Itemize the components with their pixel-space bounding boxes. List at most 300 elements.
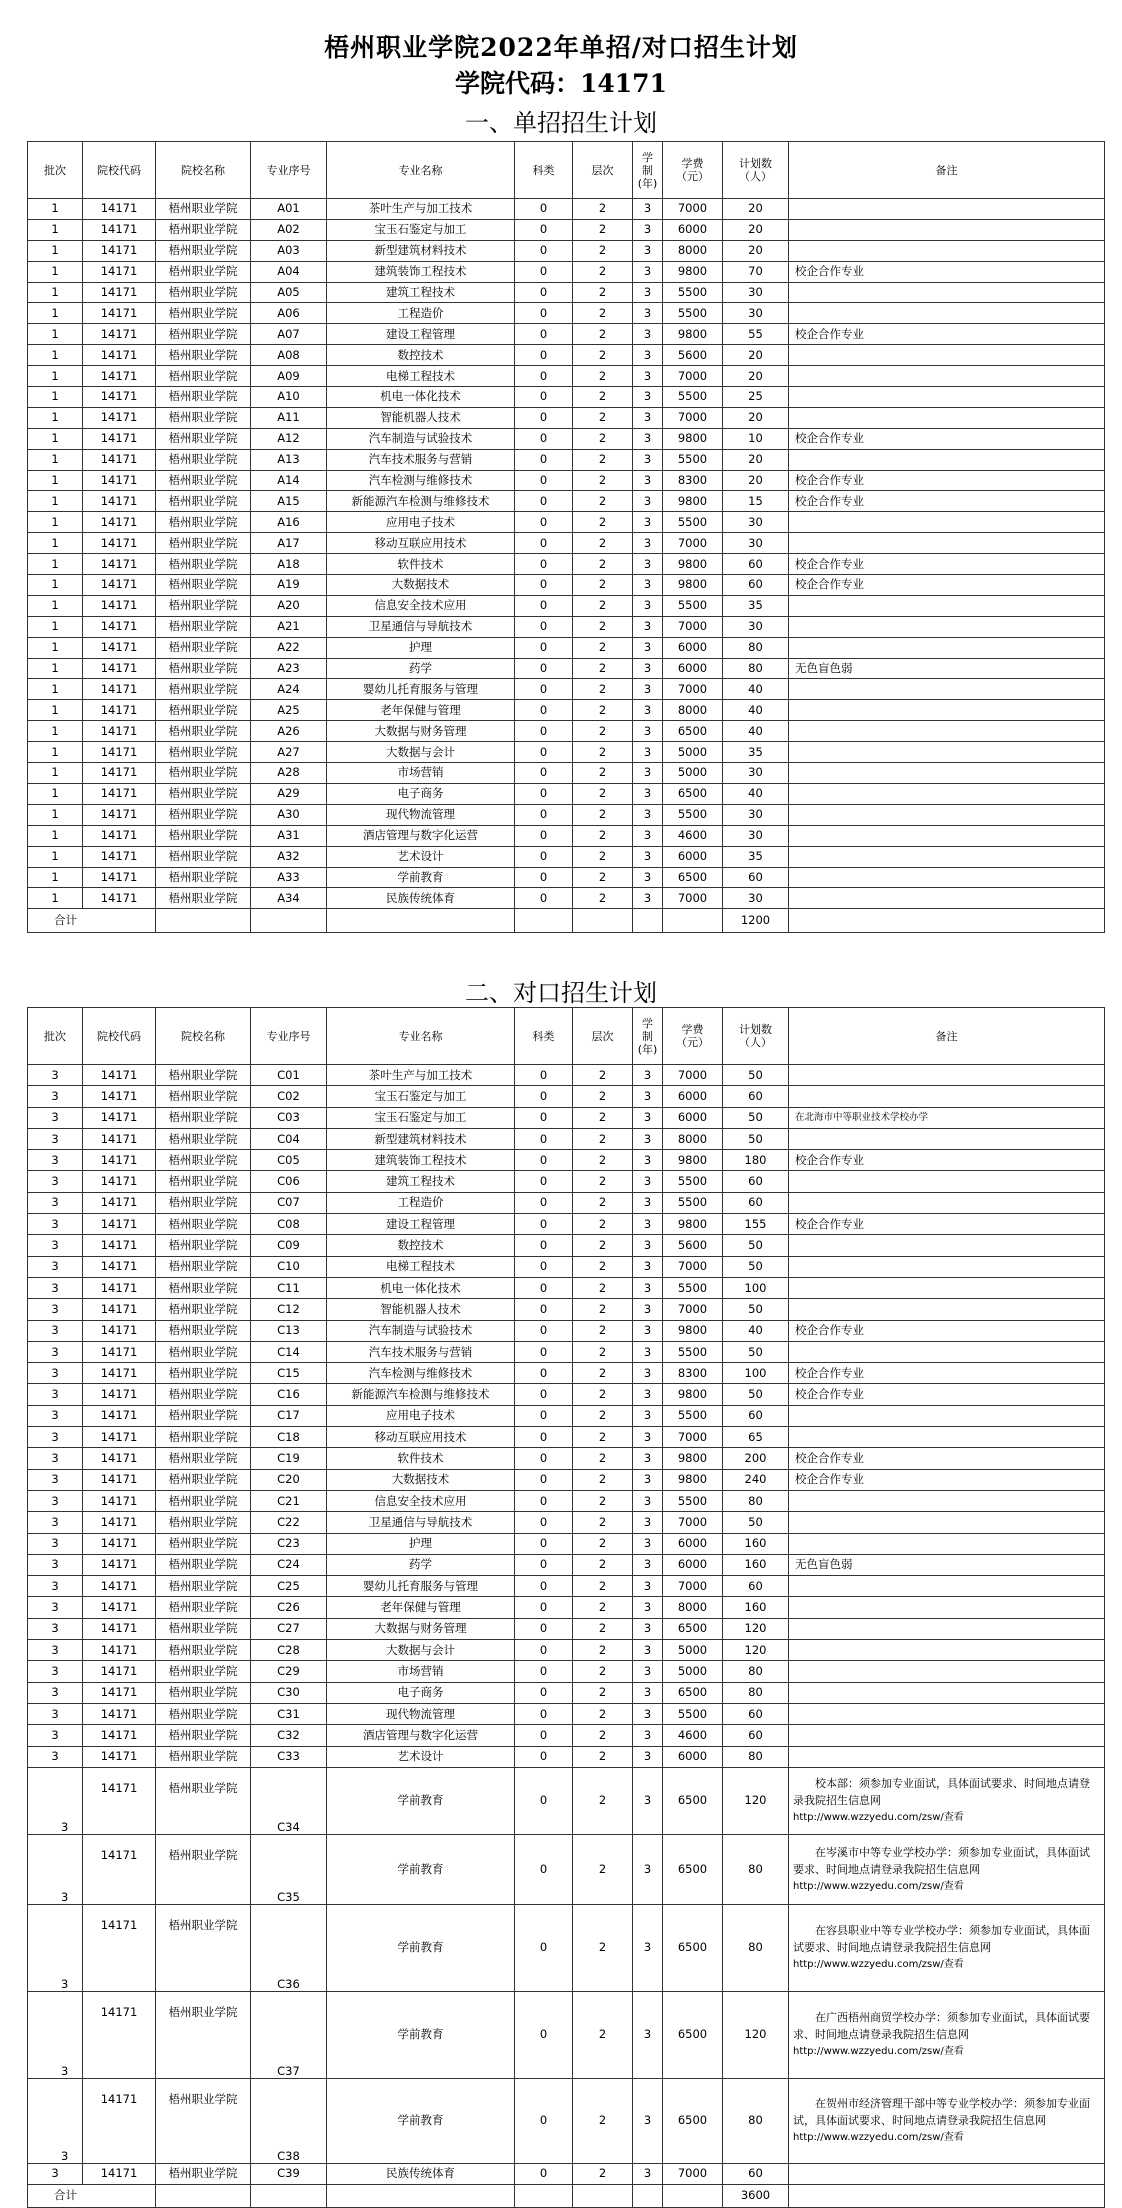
cell-plan-count: 50 — [723, 1128, 789, 1149]
column-header-batch: 批次 — [28, 1008, 83, 1065]
cell-plan-count: 60 — [723, 1725, 789, 1746]
column-header-major-code: 专业序号 — [251, 142, 327, 199]
cell-major-code: A12 — [251, 428, 327, 449]
cell-plan-count: 40 — [723, 700, 789, 721]
cell-school-name: 梧州职业学院 — [156, 1086, 251, 1107]
cell-remark — [789, 2184, 1105, 2207]
column-header-years: 学 制 (年) — [633, 1008, 663, 1065]
cell-years: 3 — [633, 387, 663, 408]
cell-school-code: 14171 — [83, 449, 156, 470]
cell-level: 2 — [573, 1703, 633, 1724]
cell-level: 2 — [573, 1363, 633, 1384]
table-row — [28, 1384, 1105, 1405]
cell-major-code: C31 — [251, 1703, 327, 1724]
cell-batch: 1 — [28, 470, 83, 491]
cell-subject-type: 0 — [515, 554, 573, 575]
cell-major-code: A02 — [251, 219, 327, 240]
column-header-years: 学 制 (年) — [633, 142, 663, 199]
cell-school-name: 梧州职业学院 — [156, 888, 251, 909]
cell-plan-count: 160 — [723, 1533, 789, 1554]
cell-years: 3 — [633, 1746, 663, 1767]
cell-remark — [789, 1767, 1105, 1834]
cell-tuition: 9800 — [663, 1320, 723, 1341]
cell-school-name: 梧州职业学院 — [156, 199, 251, 220]
cell-batch: 3 — [28, 1405, 83, 1426]
cell-school-code: 14171 — [83, 1363, 156, 1384]
cell-major-code: C22 — [251, 1512, 327, 1533]
cell-school-name: 梧州职业学院 — [156, 1767, 251, 1834]
cell-school-name: 梧州职业学院 — [156, 1277, 251, 1298]
cell-major-name — [327, 2184, 515, 2207]
cell-level: 2 — [573, 1405, 633, 1426]
cell-subject-type: 0 — [515, 1490, 573, 1511]
cell-remark — [789, 1065, 1105, 1086]
cell-school-code: 14171 — [83, 1991, 156, 2078]
cell-level: 2 — [573, 533, 633, 554]
cell-subject-type: 0 — [515, 2163, 573, 2184]
cell-plan-count: 20 — [723, 470, 789, 491]
cell-remark — [789, 1640, 1105, 1661]
cell-years: 3 — [633, 1554, 663, 1575]
remark-text: 在广西梧州商贸学校办学：须参加专业面试，具体面试要求、时间地点请登录我院招生信息网 — [793, 2011, 1090, 2042]
cell-tuition: 7000 — [663, 888, 723, 909]
cell-major-code: A34 — [251, 888, 327, 909]
cell-batch: 3 — [28, 1490, 83, 1511]
cell-subject-type: 0 — [515, 1469, 573, 1490]
cell-tuition: 6000 — [663, 1746, 723, 1767]
cell-remark: 校企合作专业 — [789, 1150, 1105, 1171]
cell-school-name: 梧州职业学院 — [156, 1597, 251, 1618]
cell-remark — [789, 199, 1105, 220]
cell-subject-type: 0 — [515, 1661, 573, 1682]
cell-subject-type: 0 — [515, 721, 573, 742]
cell-plan-count: 20 — [723, 449, 789, 470]
cell-subject-type: 0 — [515, 1150, 573, 1171]
cell-level: 2 — [573, 700, 633, 721]
cell-remark: 校企合作专业 — [789, 575, 1105, 596]
cell-remark — [789, 1192, 1105, 1213]
cell-plan-count: 30 — [723, 512, 789, 533]
cell-level: 2 — [573, 491, 633, 512]
cell-major-code: C15 — [251, 1363, 327, 1384]
cell-major-name: 学前教育 — [327, 1904, 515, 1991]
cell-school-code: 14171 — [83, 700, 156, 721]
cell-plan-count: 80 — [723, 1834, 789, 1904]
cell-major-name: 卫星通信与导航技术 — [327, 616, 515, 637]
cell-level: 2 — [573, 742, 633, 763]
cell-major-code: C33 — [251, 1746, 327, 1767]
cell-school-name: 梧州职业学院 — [156, 533, 251, 554]
cell-major-name: 汽车检测与维修技术 — [327, 470, 515, 491]
cell-major-code: C05 — [251, 1150, 327, 1171]
cell-major-name: 学前教育 — [327, 867, 515, 888]
cell-level: 2 — [573, 407, 633, 428]
cell-remark — [789, 846, 1105, 867]
cell-subject-type: 0 — [515, 783, 573, 804]
cell-major-name: 建设工程管理 — [327, 1214, 515, 1235]
cell-plan-count: 240 — [723, 1469, 789, 1490]
cell-batch: 1 — [28, 783, 83, 804]
cell-level: 2 — [573, 1086, 633, 1107]
cell-plan-count: 60 — [723, 1576, 789, 1597]
cell-plan-count: 80 — [723, 1746, 789, 1767]
cell-school-code: 14171 — [83, 846, 156, 867]
cell-school-code: 14171 — [83, 1725, 156, 1746]
cell-plan-count: 50 — [723, 1512, 789, 1533]
cell-school-name: 梧州职业学院 — [156, 658, 251, 679]
cell-school-name — [156, 909, 251, 933]
cell-plan-count: 30 — [723, 533, 789, 554]
cell-school-code: 14171 — [83, 428, 156, 449]
cell-years: 3 — [633, 1320, 663, 1341]
cell-plan-count: 40 — [723, 721, 789, 742]
cell-tuition: 5500 — [663, 512, 723, 533]
cell-remark — [789, 867, 1105, 888]
table-row — [28, 199, 1105, 220]
cell-major-code — [251, 909, 327, 933]
cell-batch: 1 — [28, 449, 83, 470]
cell-major-code: A23 — [251, 658, 327, 679]
cell-school-code: 14171 — [83, 1661, 156, 1682]
cell-tuition: 7000 — [663, 199, 723, 220]
cell-school-code: 14171 — [83, 1384, 156, 1405]
cell-remark — [789, 449, 1105, 470]
section-heading-1: 一、单招招生计划 — [465, 109, 657, 137]
cell-major-name: 大数据与会计 — [327, 1640, 515, 1661]
cell-tuition: 6000 — [663, 637, 723, 658]
cell-remark — [789, 1904, 1105, 1991]
cell-school-code: 14171 — [83, 219, 156, 240]
cell-school-code: 14171 — [83, 407, 156, 428]
cell-plan-count: 35 — [723, 595, 789, 616]
cell-school-name: 梧州职业学院 — [156, 387, 251, 408]
cell-years: 3 — [633, 1405, 663, 1426]
cell-tuition: 6000 — [663, 1086, 723, 1107]
cell-major-code: C20 — [251, 1469, 327, 1490]
cell-major-code: A03 — [251, 240, 327, 261]
cell-school-name: 梧州职业学院 — [156, 1746, 251, 1767]
cell-school-name: 梧州职业学院 — [156, 1469, 251, 1490]
cell-subject-type: 0 — [515, 366, 573, 387]
cell-tuition: 5500 — [663, 449, 723, 470]
table-row — [28, 1192, 1105, 1213]
cell-level: 2 — [573, 512, 633, 533]
cell-school-code: 14171 — [83, 324, 156, 345]
cell-tuition: 8000 — [663, 240, 723, 261]
cell-subject-type: 0 — [515, 491, 573, 512]
cell-major-code: C10 — [251, 1256, 327, 1277]
cell-years: 3 — [633, 804, 663, 825]
cell-plan-count: 50 — [723, 1341, 789, 1362]
cell-batch: 1 — [28, 345, 83, 366]
cell-remark — [789, 345, 1105, 366]
cell-major-code: A28 — [251, 763, 327, 784]
table-row — [28, 428, 1105, 449]
cell-remark — [789, 387, 1105, 408]
cell-plan-count: 155 — [723, 1214, 789, 1235]
cell-plan-count: 180 — [723, 1150, 789, 1171]
cell-subject-type: 0 — [515, 1320, 573, 1341]
cell-batch: 3 — [28, 1256, 83, 1277]
table-row — [28, 533, 1105, 554]
cell-tuition: 6500 — [663, 2078, 723, 2163]
cell-remark — [789, 366, 1105, 387]
cell-years: 3 — [633, 1128, 663, 1149]
cell-tuition: 5500 — [663, 1171, 723, 1192]
cell-subject-type: 0 — [515, 1086, 573, 1107]
cell-level: 2 — [573, 324, 633, 345]
cell-major-code: C30 — [251, 1682, 327, 1703]
cell-plan-count: 35 — [723, 846, 789, 867]
cell-level: 2 — [573, 428, 633, 449]
table-row — [28, 1533, 1105, 1554]
cell-school-name: 梧州职业学院 — [156, 1065, 251, 1086]
cell-level: 2 — [573, 366, 633, 387]
cell-school-name: 梧州职业学院 — [156, 1363, 251, 1384]
cell-years: 3 — [633, 888, 663, 909]
cell-tuition: 6500 — [663, 1904, 723, 1991]
cell-major-code: C35 — [251, 1834, 327, 1904]
cell-level: 2 — [573, 387, 633, 408]
table-row — [28, 366, 1105, 387]
cell-school-code: 14171 — [83, 1086, 156, 1107]
vocational-enrollment-table — [27, 1007, 1105, 2208]
cell-school-name: 梧州职业学院 — [156, 804, 251, 825]
cell-major-code: C17 — [251, 1405, 327, 1426]
cell-remark — [789, 2078, 1105, 2163]
cell-batch: 3 — [28, 1277, 83, 1298]
cell-batch: 3 — [28, 1767, 83, 1834]
cell-tuition: 5500 — [663, 1192, 723, 1213]
cell-batch: 1 — [28, 261, 83, 282]
cell-school-name: 梧州职业学院 — [156, 1512, 251, 1533]
cell-major-name: 电子商务 — [327, 1682, 515, 1703]
cell-tuition: 9800 — [663, 1214, 723, 1235]
cell-major-code: C16 — [251, 1384, 327, 1405]
cell-tuition: 6000 — [663, 219, 723, 240]
cell-school-code: 14171 — [83, 783, 156, 804]
cell-subject-type: 0 — [515, 637, 573, 658]
cell-school-name: 梧州职业学院 — [156, 1299, 251, 1320]
table-row — [28, 1214, 1105, 1235]
cell-level: 2 — [573, 1427, 633, 1448]
cell-remark — [789, 888, 1105, 909]
cell-remark — [789, 303, 1105, 324]
cell-tuition: 9800 — [663, 491, 723, 512]
cell-major-name: 数控技术 — [327, 1235, 515, 1256]
remark-text: 在容县职业中等专业学校办学：须参加专业面试，具体面试要求、时间地点请登录我院招生信息网 — [793, 1924, 1090, 1955]
cell-years: 3 — [633, 1533, 663, 1554]
cell-years: 3 — [633, 1512, 663, 1533]
cell-subject-type: 0 — [515, 2078, 573, 2163]
cell-school-name: 梧州职业学院 — [156, 763, 251, 784]
cell-level: 2 — [573, 1767, 633, 1834]
cell-major-code: A18 — [251, 554, 327, 575]
table-row — [28, 763, 1105, 784]
cell-plan-count: 65 — [723, 1427, 789, 1448]
cell-school-code: 14171 — [83, 1128, 156, 1149]
cell-subject-type: 0 — [515, 1991, 573, 2078]
cell-school-name: 梧州职业学院 — [156, 1533, 251, 1554]
cell-school-name: 梧州职业学院 — [156, 783, 251, 804]
cell-level: 2 — [573, 1128, 633, 1149]
cell-major-name: 药学 — [327, 658, 515, 679]
table-row — [28, 1341, 1105, 1362]
cell-subject-type: 0 — [515, 1363, 573, 1384]
cell-major-name: 茶叶生产与加工技术 — [327, 199, 515, 220]
cell-years: 3 — [633, 700, 663, 721]
cell-tuition: 6000 — [663, 1533, 723, 1554]
cell-subject-type: 0 — [515, 1299, 573, 1320]
cell-school-name: 梧州职业学院 — [156, 1171, 251, 1192]
remark-text: 在岑溪市中等专业学校办学：须参加专业面试，具体面试要求、时间地点请登录我院招生信息网 — [793, 1845, 1090, 1876]
cell-level: 2 — [573, 1341, 633, 1362]
cell-subject-type: 0 — [515, 888, 573, 909]
cell-tuition: 5500 — [663, 1703, 723, 1724]
cell-major-name: 信息安全技术应用 — [327, 1490, 515, 1511]
cell-school-name: 梧州职业学院 — [156, 1991, 251, 2078]
cell-level: 2 — [573, 721, 633, 742]
cell-major-code: A31 — [251, 825, 327, 846]
cell-batch: 3 — [28, 1834, 83, 1904]
cell-remark — [789, 1128, 1105, 1149]
cell-remark — [789, 282, 1105, 303]
cell-batch: 3 — [28, 1576, 83, 1597]
cell-school-code: 14171 — [83, 1512, 156, 1533]
cell-plan-count: 120 — [723, 1640, 789, 1661]
cell-years: 3 — [633, 1299, 663, 1320]
cell-school-name: 梧州职业学院 — [156, 282, 251, 303]
cell-subject-type: 0 — [515, 595, 573, 616]
total-label: 合计 — [28, 909, 156, 933]
table-row — [28, 595, 1105, 616]
cell-years: 3 — [633, 637, 663, 658]
cell-batch: 1 — [28, 846, 83, 867]
cell-remark — [789, 1277, 1105, 1298]
cell-major-name: 老年保健与管理 — [327, 700, 515, 721]
cell-major-code: C25 — [251, 1576, 327, 1597]
cell-major-code: A05 — [251, 282, 327, 303]
cell-tuition: 5000 — [663, 1661, 723, 1682]
cell-major-code: A16 — [251, 512, 327, 533]
total-row — [28, 2184, 1105, 2207]
cell-school-name: 梧州职业学院 — [156, 1128, 251, 1149]
cell-plan-count: 60 — [723, 867, 789, 888]
cell-level: 2 — [573, 1299, 633, 1320]
cell-tuition — [663, 909, 723, 933]
cell-years: 3 — [633, 721, 663, 742]
cell-school-code: 14171 — [83, 533, 156, 554]
table-row — [28, 303, 1105, 324]
cell-major-name: 学前教育 — [327, 1991, 515, 2078]
cell-tuition: 5500 — [663, 1490, 723, 1511]
cell-tuition: 9800 — [663, 554, 723, 575]
table-row-detailed — [28, 1767, 1105, 1834]
cell-batch: 1 — [28, 867, 83, 888]
cell-remark — [789, 1618, 1105, 1639]
cell-tuition: 6500 — [663, 1767, 723, 1834]
table-row — [28, 1576, 1105, 1597]
cell-batch: 3 — [28, 1128, 83, 1149]
cell-level: 2 — [573, 1746, 633, 1767]
table-row — [28, 783, 1105, 804]
cell-level: 2 — [573, 1991, 633, 2078]
cell-major-name: 建筑装饰工程技术 — [327, 1150, 515, 1171]
cell-batch: 3 — [28, 1214, 83, 1235]
cell-plan-count: 200 — [723, 1448, 789, 1469]
cell-batch: 3 — [28, 1427, 83, 1448]
cell-subject-type: 0 — [515, 867, 573, 888]
cell-level: 2 — [573, 1512, 633, 1533]
cell-major-name: 机电一体化技术 — [327, 1277, 515, 1298]
cell-school-code: 14171 — [83, 199, 156, 220]
cell-remark — [789, 1576, 1105, 1597]
page-subtitle: 学院代码：14171 — [455, 69, 667, 98]
table-row — [28, 407, 1105, 428]
remark-url: http://www.wzzyedu.com/zsw/查看 — [793, 2046, 964, 2058]
cell-tuition: 8000 — [663, 1128, 723, 1149]
cell-batch: 1 — [28, 428, 83, 449]
cell-plan-count: 120 — [723, 1618, 789, 1639]
cell-batch: 1 — [28, 366, 83, 387]
cell-major-name: 汽车技术服务与营销 — [327, 1341, 515, 1362]
cell-major-code: A09 — [251, 366, 327, 387]
cell-major-name: 市场营销 — [327, 763, 515, 784]
table-row — [28, 470, 1105, 491]
cell-plan-count: 10 — [723, 428, 789, 449]
cell-level: 2 — [573, 804, 633, 825]
cell-school-name: 梧州职业学院 — [156, 1448, 251, 1469]
cell-level: 2 — [573, 1384, 633, 1405]
cell-subject-type: 0 — [515, 1448, 573, 1469]
cell-plan-count: 80 — [723, 1490, 789, 1511]
cell-remark — [789, 1512, 1105, 1533]
table-row-detailed — [28, 2078, 1105, 2163]
cell-major-name: 现代物流管理 — [327, 1703, 515, 1724]
cell-tuition: 6500 — [663, 1682, 723, 1703]
cell-years: 3 — [633, 1171, 663, 1192]
cell-remark: 校企合作专业 — [789, 1384, 1105, 1405]
header-row — [28, 142, 1105, 199]
cell-major-code: C38 — [251, 2078, 327, 2163]
cell-years: 3 — [633, 1150, 663, 1171]
table-row — [28, 219, 1105, 240]
cell-batch: 3 — [28, 1904, 83, 1991]
cell-major-name: 软件技术 — [327, 1448, 515, 1469]
cell-major-code: C08 — [251, 1214, 327, 1235]
cell-major-name: 数控技术 — [327, 345, 515, 366]
cell-batch: 3 — [28, 1299, 83, 1320]
cell-school-code: 14171 — [83, 2163, 156, 2184]
cell-batch: 1 — [28, 742, 83, 763]
cell-years: 3 — [633, 449, 663, 470]
cell-batch: 1 — [28, 888, 83, 909]
cell-school-name: 梧州职业学院 — [156, 575, 251, 596]
cell-years: 3 — [633, 1192, 663, 1213]
cell-level: 2 — [573, 1065, 633, 1086]
cell-major-code — [251, 2184, 327, 2207]
cell-subject-type: 0 — [515, 1725, 573, 1746]
cell-remark — [789, 763, 1105, 784]
cell-remark — [789, 1533, 1105, 1554]
cell-subject-type: 0 — [515, 449, 573, 470]
cell-plan-count: 100 — [723, 1277, 789, 1298]
cell-school-code: 14171 — [83, 1107, 156, 1128]
cell-school-name: 梧州职业学院 — [156, 1834, 251, 1904]
cell-subject-type: 0 — [515, 1533, 573, 1554]
cell-subject-type: 0 — [515, 1618, 573, 1639]
table-row — [28, 1405, 1105, 1426]
